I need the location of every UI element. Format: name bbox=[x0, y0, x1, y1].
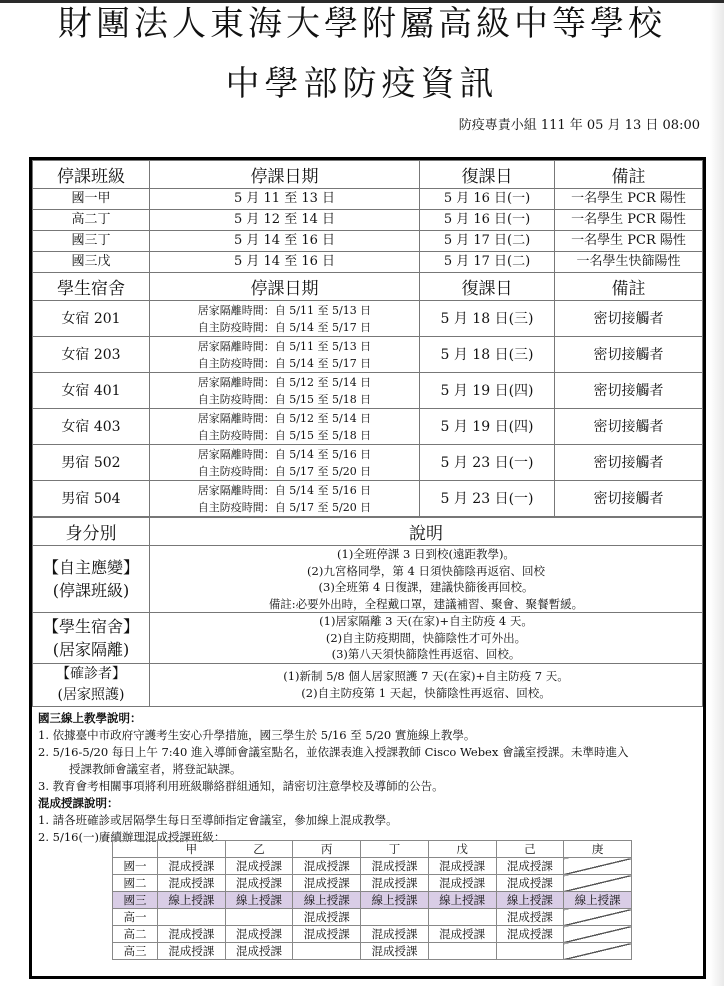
remark: 密切接觸者 bbox=[555, 409, 703, 445]
teaching-mode-cell: 混成授課 bbox=[158, 875, 226, 892]
hybrid-class-table bbox=[112, 840, 632, 960]
teaching-mode-cell: 混成授課 bbox=[225, 858, 293, 875]
status-label bbox=[33, 546, 150, 613]
resume-date: 5 月 17 日(二) bbox=[420, 252, 555, 273]
teaching-mode-cell bbox=[225, 909, 293, 926]
status-table-header bbox=[33, 518, 703, 546]
home-isolation-line: 居家隔離時間：自 5/14 至 5/16 日 bbox=[197, 483, 372, 497]
teaching-mode-cell: 混成授課 bbox=[225, 926, 293, 943]
isolation-period bbox=[150, 373, 420, 409]
table-row bbox=[33, 252, 703, 273]
teaching-mode-cell: 線上授課 bbox=[293, 892, 361, 909]
description-line: (1)居家隔離 3 天(在家)+自主防疫 4 天。 bbox=[319, 614, 533, 628]
table-row bbox=[33, 337, 703, 373]
isolation-period bbox=[150, 301, 420, 337]
page-title: 中學部防疫資訊 bbox=[225, 64, 499, 104]
grade-label: 高三 bbox=[113, 943, 158, 960]
teaching-mode-cell bbox=[428, 909, 496, 926]
dorm-room: 女宿 203 bbox=[33, 337, 150, 373]
not-applicable-cell bbox=[564, 926, 632, 943]
teaching-mode-cell: 線上授課 bbox=[428, 892, 496, 909]
dorm-room: 女宿 401 bbox=[33, 373, 150, 409]
grade-label: 國三 bbox=[113, 892, 158, 909]
table-row bbox=[33, 231, 703, 252]
teaching-mode-cell: 混成授課 bbox=[361, 926, 429, 943]
remark: 一名學生快篩陽性 bbox=[555, 252, 703, 273]
dorm-room: 男宿 504 bbox=[33, 481, 150, 517]
suspension-dates: 5 月 11 至 13 日 bbox=[150, 189, 420, 210]
teaching-mode-cell: 混成授課 bbox=[428, 926, 496, 943]
column-header: 戊 bbox=[428, 841, 496, 858]
home-isolation-line: 居家隔離時間：自 5/11 至 5/13 日 bbox=[197, 339, 372, 353]
not-applicable-cell bbox=[564, 875, 632, 892]
class-suspension-table bbox=[32, 160, 703, 517]
description-line: (3)第八天須快篩陰性再返宿、回校。 bbox=[331, 647, 521, 661]
description-line: (2)自主防疫第 1 天起，快篩陰性再返宿、回校。 bbox=[301, 685, 551, 700]
teaching-mode-cell: 混成授課 bbox=[428, 858, 496, 875]
home-isolation-line: 居家隔離時間：自 5/12 至 5/14 日 bbox=[197, 375, 372, 389]
class-name: 國三戊 bbox=[33, 252, 150, 273]
table-row bbox=[113, 926, 632, 943]
remark: 一名學生 PCR 陽性 bbox=[555, 210, 703, 231]
table-row bbox=[113, 943, 632, 960]
remark: 密切接觸者 bbox=[555, 445, 703, 481]
grade-label: 高二 bbox=[113, 926, 158, 943]
table-row bbox=[33, 189, 703, 210]
table-row bbox=[33, 301, 703, 337]
teaching-mode-cell: 線上授課 bbox=[225, 892, 293, 909]
dorm-room: 男宿 502 bbox=[33, 445, 150, 481]
note-item: 1. 請各班確診或居隔學生每日至導師指定會議室，參加線上混成教學。 bbox=[38, 812, 398, 827]
not-applicable-cell bbox=[564, 858, 632, 875]
info-frame bbox=[29, 157, 706, 979]
isolation-period bbox=[150, 409, 420, 445]
dorm-room: 女宿 201 bbox=[33, 301, 150, 337]
notes-section bbox=[32, 707, 703, 846]
issued-timestamp: 防疫專責小組 111 年 05 月 13 日 08:00 bbox=[458, 118, 700, 133]
resume-date: 5 月 16 日(一) bbox=[420, 210, 555, 231]
status-label-main: 【學生宿舍】 bbox=[42, 616, 139, 636]
table-row bbox=[33, 481, 703, 517]
header-dorm: 學生宿舍 bbox=[33, 273, 150, 301]
table-row bbox=[113, 858, 632, 875]
teaching-mode-cell: 線上授課 bbox=[361, 892, 429, 909]
teaching-mode-cell: 線上授課 bbox=[158, 892, 226, 909]
teaching-mode-cell: 混成授課 bbox=[293, 909, 361, 926]
header-resume: 復課日 bbox=[420, 273, 555, 301]
table-row bbox=[33, 546, 703, 613]
header-note: 備註 bbox=[555, 273, 703, 301]
teaching-mode-cell: 混成授課 bbox=[293, 926, 361, 943]
column-header: 乙 bbox=[225, 841, 293, 858]
resume-date: 5 月 19 日(四) bbox=[420, 409, 555, 445]
teaching-mode-cell: 混成授課 bbox=[496, 875, 564, 892]
isolation-period bbox=[150, 481, 420, 517]
resume-date: 5 月 18 日(三) bbox=[420, 337, 555, 373]
online-teaching-heading: 國三線上教學說明： bbox=[38, 710, 142, 725]
school-title: 財團法人東海大學附屬高級中等學校 bbox=[58, 4, 666, 44]
table-row bbox=[33, 409, 703, 445]
status-label-sub: (停課班級) bbox=[52, 581, 130, 600]
teaching-mode-cell: 混成授課 bbox=[496, 858, 564, 875]
header-resume: 復課日 bbox=[420, 161, 555, 189]
teaching-mode-cell: 混成授課 bbox=[225, 943, 293, 960]
class-name: 國一甲 bbox=[33, 189, 150, 210]
note-item: 2. 5/16(一)賡續辦理混成授課班級： bbox=[38, 829, 226, 844]
note-item: 3. 教育會考相關事項將利用班級聯絡群組通知，請密切注意學校及導師的公告。 bbox=[38, 778, 444, 793]
class-name: 國三丁 bbox=[33, 231, 150, 252]
teaching-mode-cell: 線上授課 bbox=[564, 892, 632, 909]
isolation-period bbox=[150, 337, 420, 373]
not-applicable-cell bbox=[564, 909, 632, 926]
table-row bbox=[113, 875, 632, 892]
teaching-mode-cell bbox=[428, 943, 496, 960]
home-isolation-line: 居家隔離時間：自 5/11 至 5/13 日 bbox=[197, 303, 372, 317]
description-line: (3)全班第 4 日復課，建議快篩後再回校。 bbox=[318, 580, 534, 594]
teaching-mode-cell: 混成授課 bbox=[361, 858, 429, 875]
top-bar bbox=[0, 0, 724, 3]
dorm-table-header bbox=[33, 273, 703, 301]
teaching-mode-cell: 混成授課 bbox=[158, 926, 226, 943]
description-line: (2)自主防疫期間，快篩陰性才可外出。 bbox=[325, 630, 527, 645]
header-class: 停課班級 bbox=[33, 161, 150, 189]
teaching-mode-cell: 混成授課 bbox=[496, 926, 564, 943]
table-row bbox=[33, 445, 703, 481]
home-isolation-line: 居家隔離時間：自 5/12 至 5/14 日 bbox=[197, 411, 372, 425]
remark: 一名學生 PCR 陽性 bbox=[555, 189, 703, 210]
hybrid-teaching-heading: 混成授課說明： bbox=[38, 795, 119, 810]
teaching-mode-cell: 混成授課 bbox=[158, 858, 226, 875]
table-row bbox=[33, 373, 703, 409]
resume-date: 5 月 19 日(四) bbox=[420, 373, 555, 409]
column-header: 庚 bbox=[564, 841, 632, 858]
header-status: 身分別 bbox=[33, 518, 150, 546]
table-row bbox=[113, 909, 632, 926]
status-label-sub: (居家照護) bbox=[57, 686, 125, 703]
remark: 密切接觸者 bbox=[555, 337, 703, 373]
class-name: 高二丁 bbox=[33, 210, 150, 231]
suspension-dates: 5 月 14 至 16 日 bbox=[150, 231, 420, 252]
teaching-mode-cell: 混成授課 bbox=[293, 875, 361, 892]
self-health-line: 自主防疫時間：自 5/15 至 5/18 日 bbox=[197, 392, 372, 406]
description-line: (1)全班停課 3 日到校(遠距教學)。 bbox=[337, 547, 515, 561]
dorm-room: 女宿 403 bbox=[33, 409, 150, 445]
home-isolation-line: 居家隔離時間：自 5/14 至 5/16 日 bbox=[197, 447, 372, 461]
table-row bbox=[33, 663, 703, 706]
remark: 密切接觸者 bbox=[555, 301, 703, 337]
mix-table-header bbox=[113, 841, 632, 858]
page-edge-shadow bbox=[710, 3, 724, 986]
status-label-sub: (居家隔離) bbox=[52, 639, 130, 659]
description-line: (2)九宮格同學，第 4 日須快篩陰再返宿、回校 bbox=[307, 563, 545, 578]
remark: 一名學生 PCR 陽性 bbox=[555, 231, 703, 252]
grade-label: 國一 bbox=[113, 858, 158, 875]
description-line: (1)新制 5/8 個人居家照護 7 天(在家)+自主防疫 7 天。 bbox=[283, 669, 569, 683]
header-explanation: 說明 bbox=[150, 518, 703, 546]
resume-date: 5 月 23 日(一) bbox=[420, 481, 555, 517]
note-item: 1. 依據臺中市政府守護考生安心升學措施，國三學生於 5/16 至 5/20 實施線上教學。 bbox=[38, 727, 476, 742]
teaching-mode-cell: 混成授課 bbox=[496, 909, 564, 926]
grade-label: 高一 bbox=[113, 909, 158, 926]
column-header: 己 bbox=[496, 841, 564, 858]
teaching-mode-cell: 混成授課 bbox=[428, 875, 496, 892]
table-row bbox=[33, 613, 703, 664]
header-dates: 停課日期 bbox=[150, 273, 420, 301]
status-description bbox=[150, 613, 703, 664]
table-row bbox=[113, 892, 632, 909]
header-note: 備註 bbox=[555, 161, 703, 189]
teaching-mode-cell: 混成授課 bbox=[158, 943, 226, 960]
status-description bbox=[150, 546, 703, 613]
class-table-header bbox=[33, 161, 703, 189]
table-row bbox=[33, 210, 703, 231]
teaching-mode-cell bbox=[496, 943, 564, 960]
resume-date: 5 月 18 日(三) bbox=[420, 301, 555, 337]
self-health-line: 自主防疫時間：自 5/17 至 5/20 日 bbox=[197, 464, 372, 478]
teaching-mode-cell: 混成授課 bbox=[225, 875, 293, 892]
column-header: 甲 bbox=[158, 841, 226, 858]
remark: 密切接觸者 bbox=[555, 481, 703, 517]
teaching-mode-cell: 混成授課 bbox=[361, 943, 429, 960]
column-header: 丙 bbox=[293, 841, 361, 858]
resume-date: 5 月 17 日(二) bbox=[420, 231, 555, 252]
self-health-line: 自主防疫時間：自 5/15 至 5/18 日 bbox=[197, 428, 372, 442]
status-label bbox=[33, 663, 150, 706]
isolation-period bbox=[150, 445, 420, 481]
corner-cell bbox=[113, 841, 158, 858]
status-explanation-table bbox=[32, 517, 703, 707]
status-label-main: 【自主應變】 bbox=[42, 558, 139, 577]
column-header: 丁 bbox=[361, 841, 429, 858]
teaching-mode-cell bbox=[361, 909, 429, 926]
status-label-main: 【確診者】 bbox=[56, 665, 126, 682]
teaching-mode-cell: 混成授課 bbox=[361, 875, 429, 892]
resume-date: 5 月 16 日(一) bbox=[420, 189, 555, 210]
suspension-dates: 5 月 12 至 14 日 bbox=[150, 210, 420, 231]
remark: 密切接觸者 bbox=[555, 373, 703, 409]
teaching-mode-cell: 混成授課 bbox=[293, 858, 361, 875]
resume-date: 5 月 23 日(一) bbox=[420, 445, 555, 481]
self-health-line: 自主防疫時間：自 5/17 至 5/20 日 bbox=[197, 500, 372, 514]
header-dates: 停課日期 bbox=[150, 161, 420, 189]
teaching-mode-cell bbox=[293, 943, 361, 960]
suspension-dates: 5 月 14 至 16 日 bbox=[150, 252, 420, 273]
self-health-line: 自主防疫時間：自 5/14 至 5/17 日 bbox=[197, 356, 372, 370]
teaching-mode-cell bbox=[158, 909, 226, 926]
self-health-line: 自主防疫時間：自 5/14 至 5/17 日 bbox=[197, 320, 372, 334]
note-item: 2. 5/16-5/20 每日上午 7:40 進入導師會議室點名，並依課表進入授課教師 Cisco Webex 會議室授課。未準時進入 bbox=[38, 744, 629, 759]
status-label bbox=[33, 613, 150, 664]
not-applicable-cell bbox=[564, 943, 632, 960]
status-description bbox=[150, 663, 703, 706]
note-item-continued: 授課教師會議室者，將登記缺課。 bbox=[69, 761, 242, 776]
grade-label: 國二 bbox=[113, 875, 158, 892]
description-line: 備註:必要外出時，全程戴口罩，建議補習、聚會、聚餐暫緩。 bbox=[268, 596, 584, 611]
teaching-mode-cell: 線上授課 bbox=[496, 892, 564, 909]
